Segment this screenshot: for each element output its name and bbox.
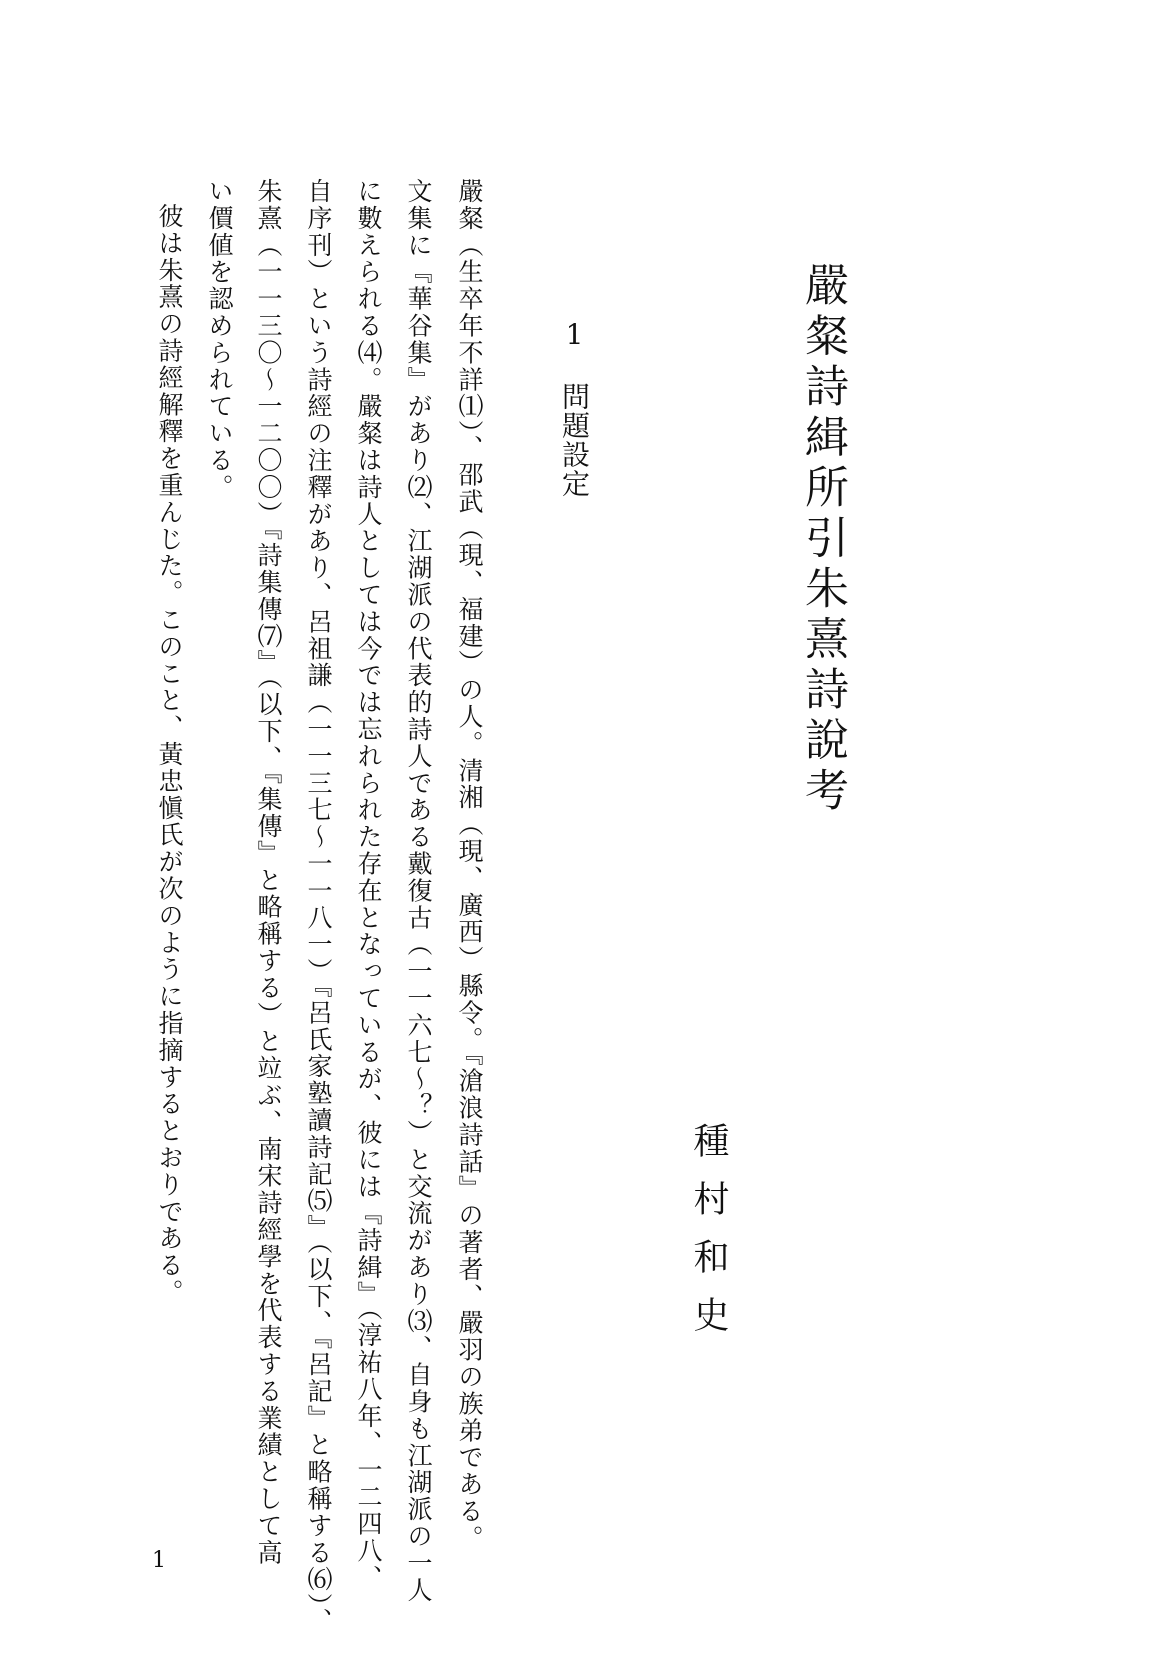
section-heading (558, 318, 591, 498)
paragraph-line: 文集に『華谷集』があり⑵、江湖派の代表的詩人である戴復古（一一六七～？）と交流があり⑶、自身も江湖派の一人 (404, 178, 433, 1604)
section-number: 1 (558, 318, 591, 352)
paragraph-line: 嚴粲（生卒年不詳⑴）、邵武（現、福建）の人。清湘（現、廣西）縣令。『滄浪詩話』の著者、嚴羽の族弟である。 (455, 178, 484, 1552)
section-title: 問題設定 (558, 382, 591, 498)
page-number: 1 (152, 1548, 166, 1573)
paragraph-line: 自序刊）という詩經の注釋があり、呂祖謙（一一三七～一一八一）『呂氏家塾讀詩記⑸』（以下、『呂記』と略稱する⑹）、 (304, 178, 333, 1635)
paragraph-line: に數えられる⑷。嚴粲は詩人としては今では忘れられた存在となっているが、彼には『詩緝』（淳祐八年、一二四八、 (354, 178, 383, 1592)
paragraph-line: 彼は朱熹の詩經解釋を重んじた。このこと、黃忠愼氏が次のように指摘するとおりである。 (155, 203, 184, 1306)
author-name: 種村和史 (688, 1122, 729, 1354)
paragraph-line: 朱熹（一一三〇～一二〇〇）『詩集傳⑺』（以下、『集傳』と略稱する）と竝ぶ、南宋詩經學を代表する業績として高 (254, 178, 283, 1567)
paragraph-line: い價値を認められている。 (205, 178, 234, 501)
page-title: 嚴粲詩緝所引朱熹詩說考 (797, 262, 848, 818)
